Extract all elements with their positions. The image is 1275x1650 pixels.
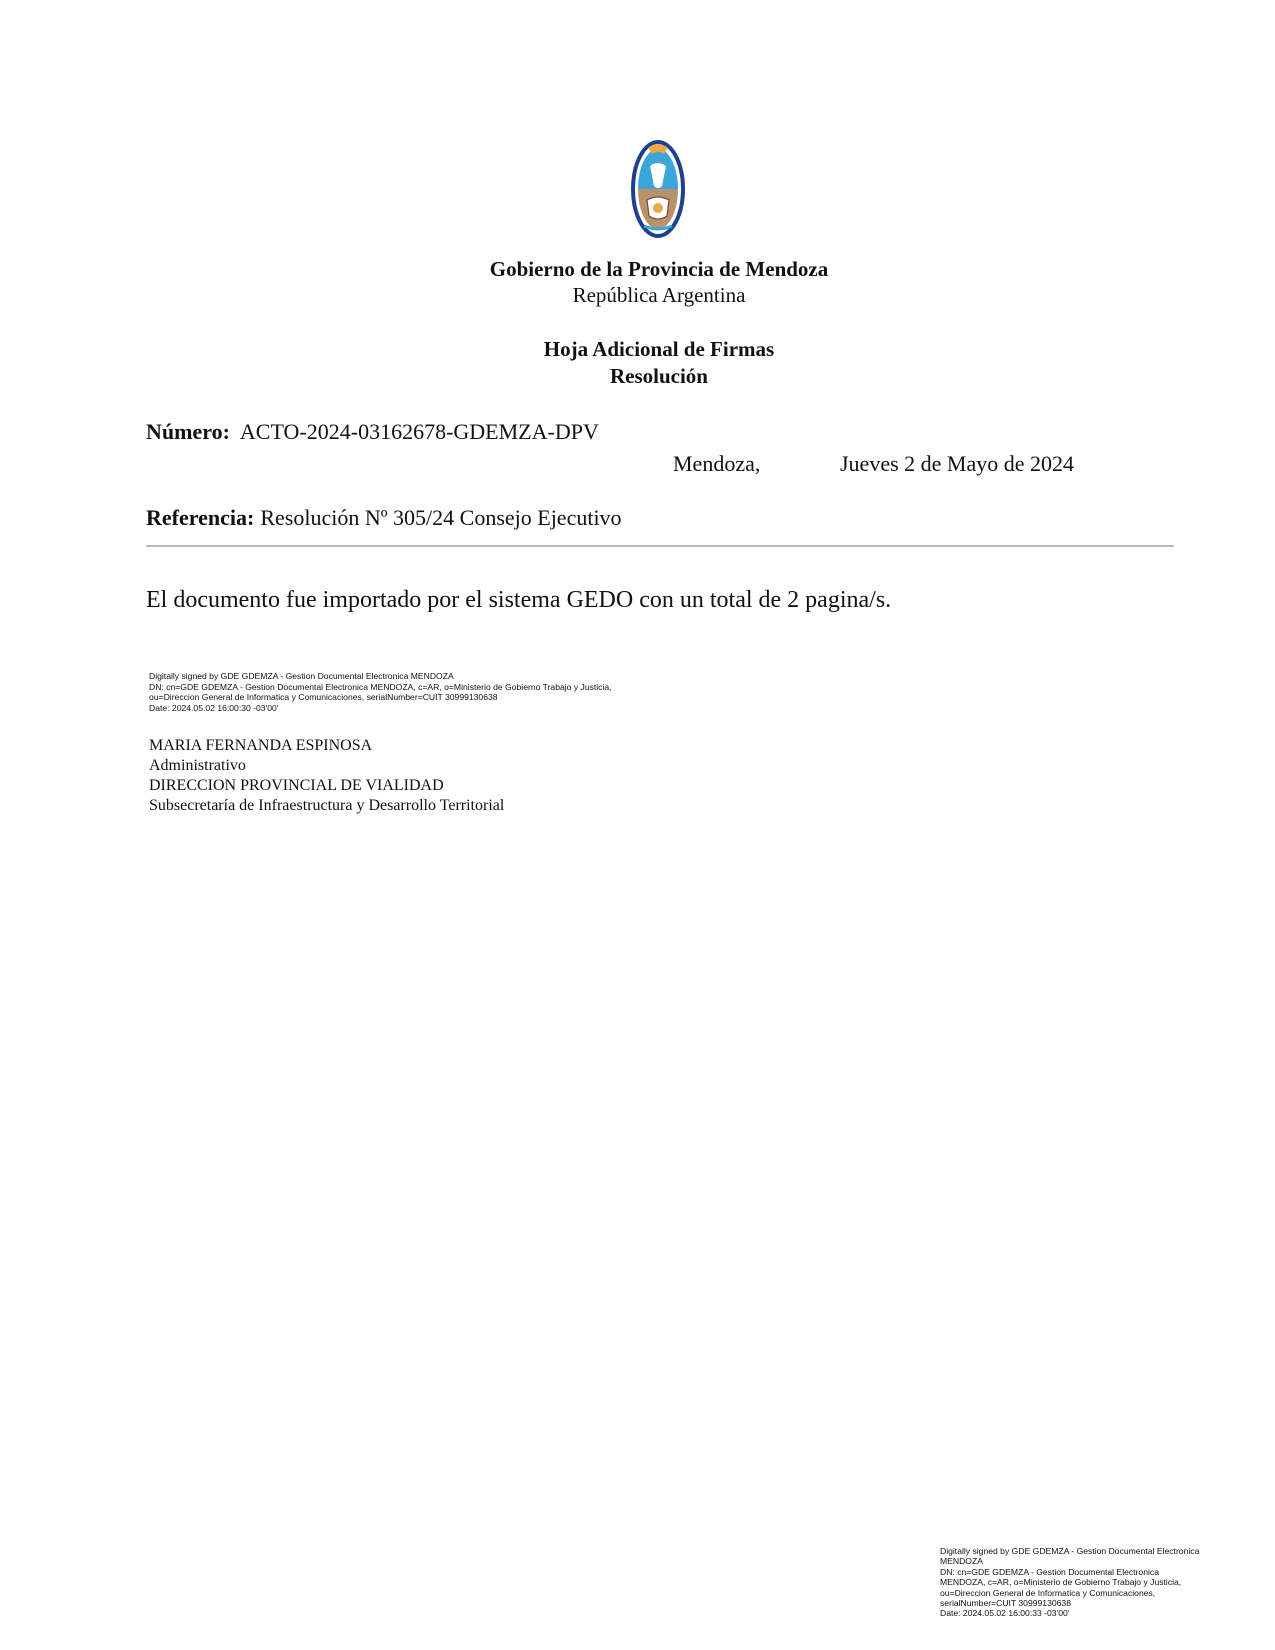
footer-digital-signature [940, 1546, 1220, 1619]
government-title: Gobierno de la Provincia de Mendoza [489, 257, 829, 281]
referencia-label: Referencia: [146, 505, 255, 530]
document-title: Hoja Adicional de Firmas [543, 337, 775, 361]
signature-line: DN: cn=GDE GDEMZA - Gestion Documental Electronica MENDOZA, c=AR, o=Ministerio de Gobierno Trabajo y Justicia, [149, 681, 612, 692]
signer-department: Subsecretaría de Infraestructura y Desarrollo Territorial [149, 797, 505, 814]
referencia-field [146, 505, 622, 531]
date-text: Jueves 2 de Mayo de 2024 [840, 451, 1075, 476]
footer-signature-line: MENDOZA, c=AR, o=Ministerio de Gobierno Trabajo y Justicia, [940, 1577, 1182, 1588]
footer-signature-line: ou=Direccion General de Informatica y Comunicaciones, [940, 1587, 1156, 1598]
document-type: Resolución [609, 364, 708, 388]
signer-organism: DIRECCION PROVINCIAL DE VIALIDAD [149, 777, 444, 794]
signer-name: MARIA FERNANDA ESPINOSA [149, 737, 373, 754]
signature-line: ou=Direccion General de Informatica y Comunicaciones, serialNumber=CUIT 30999130638 [149, 692, 498, 703]
digital-signature-block [149, 671, 709, 713]
place-text: Mendoza, [673, 451, 761, 476]
body-paragraph: El documento fue importado por el sistema GEDO con un total de 2 pagina/s. [146, 587, 892, 613]
signature-line: Date: 2024.05.02 16:00:30 -03'00' [149, 702, 279, 713]
numero-label: Número: [146, 419, 230, 444]
referencia-value: Resolución Nº 305/24 Consejo Ejecutivo [260, 505, 622, 530]
numero-value: ACTO-2024-03162678-GDEMZA-DPV [239, 419, 599, 444]
footer-signature-line: serialNumber=CUIT 30999130638 [940, 1598, 1071, 1609]
signature-line: Digitally signed by GDE GDEMZA - Gestion Documental Electronica MENDOZA [149, 671, 454, 681]
footer-signature-line: Date: 2024.05.02 16:00:33 -03'00' [940, 1608, 1070, 1619]
footer-signature-line: MENDOZA [940, 1556, 983, 1567]
signer-role: Administrativo [149, 757, 246, 774]
footer-signature-line: Digitally signed by GDE GDEMZA - Gestion Documental Electronica [940, 1546, 1200, 1556]
mendoza-coat-of-arms-icon [630, 138, 686, 240]
header-divider [146, 545, 1174, 547]
numero-field [146, 419, 599, 445]
country-subtitle: República Argentina [572, 283, 746, 307]
signer-block [149, 736, 504, 816]
footer-signature-line: DN: cn=GDE GDEMZA - Gestion Documental Electronica [940, 1566, 1159, 1577]
